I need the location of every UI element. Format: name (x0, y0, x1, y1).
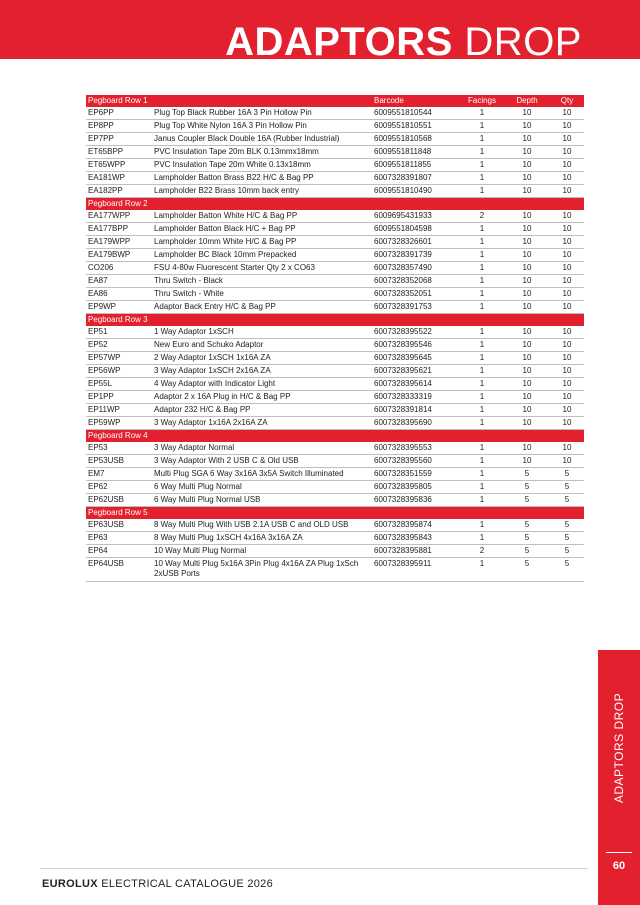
product-depth: 10 (504, 236, 550, 249)
product-depth: 10 (504, 146, 550, 159)
product-depth: 10 (504, 275, 550, 288)
product-facings: 1 (460, 519, 504, 532)
product-depth: 10 (504, 352, 550, 365)
product-depth: 10 (504, 442, 550, 455)
product-row (86, 532, 584, 545)
product-qty: 10 (550, 391, 584, 404)
product-description: 3 Way Adaptor 1xSCH 2x16A ZA (152, 365, 372, 378)
product-depth: 5 (504, 494, 550, 507)
product-qty: 5 (550, 545, 584, 558)
product-barcode: 6009551810551 (372, 120, 460, 133)
product-qty: 10 (550, 365, 584, 378)
product-code: EP6PP (86, 107, 152, 120)
product-qty: 10 (550, 288, 584, 301)
product-depth: 10 (504, 326, 550, 339)
product-depth: 10 (504, 133, 550, 146)
product-code: EA179WPP (86, 236, 152, 249)
product-description: FSU 4-80w Fluorescent Starter Qty 2 x CO63 (152, 262, 372, 275)
product-depth: 10 (504, 301, 550, 314)
product-depth: 10 (504, 210, 550, 223)
product-facings: 1 (460, 249, 504, 262)
product-code: EP55L (86, 378, 152, 391)
product-code: EP11WP (86, 404, 152, 417)
product-facings: 1 (460, 326, 504, 339)
product-barcode: 6007328395645 (372, 352, 460, 365)
column-header-barcode (372, 314, 460, 327)
product-row (86, 133, 584, 146)
product-depth: 10 (504, 404, 550, 417)
product-facings: 1 (460, 275, 504, 288)
product-code: EP62 (86, 481, 152, 494)
product-depth: 10 (504, 455, 550, 468)
product-code: EP56WP (86, 365, 152, 378)
product-description: New Euro and Schuko Adaptor (152, 339, 372, 352)
product-qty: 10 (550, 146, 584, 159)
product-barcode: 6007328395560 (372, 455, 460, 468)
product-qty: 5 (550, 558, 584, 582)
product-facings: 1 (460, 365, 504, 378)
column-header-qty (550, 198, 584, 211)
product-qty: 10 (550, 120, 584, 133)
product-facings: 1 (460, 558, 504, 582)
product-barcode: 6007328333319 (372, 391, 460, 404)
column-header-depth (504, 198, 550, 211)
footer-divider (40, 868, 588, 869)
product-barcode: 6009695431933 (372, 210, 460, 223)
product-barcode: 6007328395911 (372, 558, 460, 582)
product-facings: 1 (460, 301, 504, 314)
product-code: EP63 (86, 532, 152, 545)
product-code: EP1PP (86, 391, 152, 404)
product-depth: 10 (504, 365, 550, 378)
product-description: PVC Insulation Tape 20m BLK 0.13mmx18mm (152, 146, 372, 159)
product-code: EA177WPP (86, 210, 152, 223)
product-row (86, 468, 584, 481)
product-qty: 10 (550, 262, 584, 275)
column-header-barcode (372, 507, 460, 520)
product-code: EP51 (86, 326, 152, 339)
side-tab-label-wrap (598, 650, 640, 845)
product-code: EP7PP (86, 133, 152, 146)
product-facings: 1 (460, 455, 504, 468)
product-description: Plug Top White Nylon 16A 3 Pin Hollow Pin (152, 120, 372, 133)
product-barcode: 6007328395874 (372, 519, 460, 532)
product-description: Adaptor 232 H/C & Bag PP (152, 404, 372, 417)
product-barcode: 6007328395843 (372, 532, 460, 545)
product-barcode: 6009551810490 (372, 185, 460, 198)
product-depth: 10 (504, 391, 550, 404)
product-facings: 1 (460, 339, 504, 352)
product-barcode: 6007328391807 (372, 172, 460, 185)
product-depth: 5 (504, 519, 550, 532)
column-header-facings: Facings (460, 95, 504, 107)
product-facings: 1 (460, 352, 504, 365)
product-code: EA179BWP (86, 249, 152, 262)
product-description: 10 Way Multi Plug 5x16A 3Pin Plug 4x16A ZA Plug 1xSch 2xUSB Ports (152, 558, 372, 582)
product-barcode: 6007328395690 (372, 417, 460, 430)
product-row (86, 185, 584, 198)
product-facings: 1 (460, 107, 504, 120)
product-barcode: 6007328395614 (372, 378, 460, 391)
product-description: Lampholder BC Black 10mm Prepacked (152, 249, 372, 262)
product-depth: 10 (504, 120, 550, 133)
product-barcode: 6009551810568 (372, 133, 460, 146)
product-row (86, 442, 584, 455)
product-depth: 10 (504, 172, 550, 185)
product-qty: 10 (550, 352, 584, 365)
product-description: 1 Way Adaptor 1xSCH (152, 326, 372, 339)
side-tab-label: ADAPTORS DROP (612, 692, 626, 803)
column-header-barcode (372, 198, 460, 211)
product-qty: 5 (550, 481, 584, 494)
product-facings: 1 (460, 146, 504, 159)
product-facings: 1 (460, 120, 504, 133)
column-header-barcode: Barcode (372, 95, 460, 107)
product-row (86, 236, 584, 249)
product-description: PVC Insulation Tape 20m White 0.13x18mm (152, 159, 372, 172)
product-qty: 10 (550, 223, 584, 236)
section-header-row (86, 507, 584, 520)
product-row (86, 494, 584, 507)
product-depth: 10 (504, 288, 550, 301)
product-code: EP64 (86, 545, 152, 558)
product-code: EM7 (86, 468, 152, 481)
section-label: Pegboard Row 4 (86, 430, 372, 443)
column-header-qty (550, 314, 584, 327)
column-header-facings (460, 198, 504, 211)
product-barcode: 6007328352068 (372, 275, 460, 288)
product-barcode: 6007328391753 (372, 301, 460, 314)
column-header-qty: Qty (550, 95, 584, 107)
product-depth: 5 (504, 558, 550, 582)
product-depth: 5 (504, 481, 550, 494)
section-header-row (86, 198, 584, 211)
product-qty: 5 (550, 494, 584, 507)
product-row (86, 262, 584, 275)
column-header-facings (460, 430, 504, 443)
product-qty: 10 (550, 442, 584, 455)
product-qty: 10 (550, 133, 584, 146)
product-code: EA87 (86, 275, 152, 288)
product-qty: 5 (550, 532, 584, 545)
product-description: 3 Way Adaptor With 2 USB C & Old USB (152, 455, 372, 468)
product-barcode: 6009551811855 (372, 159, 460, 172)
product-row (86, 210, 584, 223)
product-description: Lampholder Batton White H/C & Bag PP (152, 210, 372, 223)
product-code: EP9WP (86, 301, 152, 314)
product-depth: 10 (504, 249, 550, 262)
section-label: Pegboard Row 1 (86, 95, 372, 107)
product-qty: 10 (550, 107, 584, 120)
product-row (86, 391, 584, 404)
product-qty: 10 (550, 378, 584, 391)
product-code: EP59WP (86, 417, 152, 430)
product-barcode: 6007328395522 (372, 326, 460, 339)
product-description: Thru Switch - White (152, 288, 372, 301)
section-header-row (86, 430, 584, 443)
product-description: Lampholder B22 Brass 10mm back entry (152, 185, 372, 198)
footer (42, 878, 273, 890)
product-qty: 10 (550, 275, 584, 288)
product-qty: 10 (550, 326, 584, 339)
product-row (86, 326, 584, 339)
product-facings: 1 (460, 262, 504, 275)
product-description: 8 Way Multi Plug With USB 2.1A USB C and OLD USB (152, 519, 372, 532)
product-row (86, 339, 584, 352)
product-barcode: 6007328395881 (372, 545, 460, 558)
product-depth: 10 (504, 223, 550, 236)
product-row (86, 455, 584, 468)
product-row (86, 301, 584, 314)
product-row (86, 404, 584, 417)
product-code: EA86 (86, 288, 152, 301)
product-depth: 10 (504, 339, 550, 352)
product-row (86, 275, 584, 288)
product-barcode: 6009551811848 (372, 146, 460, 159)
product-code: EP53 (86, 442, 152, 455)
product-facings: 1 (460, 532, 504, 545)
product-description: Lampholder Batton Black H/C + Bag PP (152, 223, 372, 236)
product-facings: 2 (460, 210, 504, 223)
product-row (86, 378, 584, 391)
product-qty: 10 (550, 417, 584, 430)
product-description: Multi Plug SGA 6 Way 3x16A 3x5A Switch Illuminated (152, 468, 372, 481)
product-description: 6 Way Multi Plug Normal USB (152, 494, 372, 507)
product-facings: 1 (460, 185, 504, 198)
product-code: EP53USB (86, 455, 152, 468)
column-header-depth (504, 507, 550, 520)
product-qty: 10 (550, 455, 584, 468)
product-depth: 10 (504, 159, 550, 172)
page-number: 60 (612, 860, 626, 872)
section-header-row (86, 314, 584, 327)
product-row (86, 365, 584, 378)
product-code: EA182PP (86, 185, 152, 198)
product-code: EP62USB (86, 494, 152, 507)
product-barcode: 6007328395546 (372, 339, 460, 352)
product-facings: 1 (460, 288, 504, 301)
side-tab (598, 650, 640, 905)
product-description: Adaptor 2 x 16A Plug in H/C & Bag PP (152, 391, 372, 404)
product-row (86, 172, 584, 185)
product-barcode: 6007328351559 (372, 468, 460, 481)
product-qty: 10 (550, 339, 584, 352)
product-facings: 1 (460, 133, 504, 146)
column-header-qty (550, 507, 584, 520)
product-code: EP52 (86, 339, 152, 352)
product-description: Adaptor Back Entry H/C & Bag PP (152, 301, 372, 314)
product-facings: 1 (460, 404, 504, 417)
product-facings: 1 (460, 442, 504, 455)
column-header-barcode (372, 430, 460, 443)
product-facings: 1 (460, 468, 504, 481)
product-depth: 10 (504, 262, 550, 275)
product-description: 10 Way Multi Plug Normal (152, 545, 372, 558)
section-label: Pegboard Row 5 (86, 507, 372, 520)
column-header-facings (460, 314, 504, 327)
product-facings: 1 (460, 159, 504, 172)
product-depth: 10 (504, 378, 550, 391)
product-description: 3 Way Adaptor 1x16A 2x16A ZA (152, 417, 372, 430)
column-header-depth (504, 314, 550, 327)
product-row (86, 352, 584, 365)
column-header-depth (504, 430, 550, 443)
product-qty: 10 (550, 301, 584, 314)
product-qty: 10 (550, 249, 584, 262)
product-depth: 5 (504, 468, 550, 481)
product-code: EP8PP (86, 120, 152, 133)
column-header-facings (460, 507, 504, 520)
product-row (86, 249, 584, 262)
product-barcode: 6007328395805 (372, 481, 460, 494)
product-row (86, 146, 584, 159)
product-description: Janus Coupler Black Double 16A (Rubber Industrial) (152, 133, 372, 146)
product-description: 2 Way Adaptor 1xSCH 1x16A ZA (152, 352, 372, 365)
product-code: ET65WPP (86, 159, 152, 172)
product-row (86, 519, 584, 532)
column-header-qty (550, 430, 584, 443)
product-facings: 1 (460, 494, 504, 507)
page-title (225, 22, 582, 59)
product-description: 8 Way Multi Plug 1xSCH 4x16A 3x16A ZA (152, 532, 372, 545)
side-tab-divider (606, 852, 632, 853)
product-barcode: 6009551804598 (372, 223, 460, 236)
product-facings: 2 (460, 545, 504, 558)
product-code: CO206 (86, 262, 152, 275)
product-barcode: 6007328391814 (372, 404, 460, 417)
product-facings: 1 (460, 417, 504, 430)
product-row (86, 481, 584, 494)
footer-catalogue: ELECTRICAL CATALOGUE 2026 (101, 878, 273, 890)
product-code: ET65BPP (86, 146, 152, 159)
product-table (86, 95, 584, 582)
page-title-light: DROP (464, 20, 582, 59)
product-qty: 10 (550, 236, 584, 249)
product-facings: 1 (460, 391, 504, 404)
product-description: Thru Switch - Black (152, 275, 372, 288)
product-barcode: 6007328326601 (372, 236, 460, 249)
product-barcode: 6007328395553 (372, 442, 460, 455)
section-label: Pegboard Row 3 (86, 314, 372, 327)
product-description: 3 Way Adaptor Normal (152, 442, 372, 455)
product-depth: 10 (504, 185, 550, 198)
product-row (86, 417, 584, 430)
header-band (0, 0, 640, 59)
product-facings: 1 (460, 172, 504, 185)
product-barcode: 6007328352051 (372, 288, 460, 301)
product-facings: 1 (460, 236, 504, 249)
product-code: EP63USB (86, 519, 152, 532)
product-barcode: 6007328391739 (372, 249, 460, 262)
product-description: Lampholder 10mm White H/C & Bag PP (152, 236, 372, 249)
product-facings: 1 (460, 223, 504, 236)
product-code: EP57WP (86, 352, 152, 365)
column-header-depth: Depth (504, 95, 550, 107)
product-code: EA181WP (86, 172, 152, 185)
page-title-bold: ADAPTORS (225, 20, 453, 59)
product-row (86, 159, 584, 172)
product-row (86, 288, 584, 301)
product-facings: 1 (460, 378, 504, 391)
section-header-row (86, 95, 584, 107)
product-barcode: 6009551810544 (372, 107, 460, 120)
product-description: Plug Top Black Rubber 16A 3 Pin Hollow Pin (152, 107, 372, 120)
section-label: Pegboard Row 2 (86, 198, 372, 211)
product-qty: 5 (550, 468, 584, 481)
product-qty: 10 (550, 172, 584, 185)
footer-brand: EUROLUX (42, 878, 98, 890)
product-barcode: 6007328395836 (372, 494, 460, 507)
product-qty: 10 (550, 185, 584, 198)
product-code: EP64USB (86, 558, 152, 582)
product-depth: 10 (504, 417, 550, 430)
product-qty: 10 (550, 210, 584, 223)
product-description: Lampholder Batton Brass B22 H/C & Bag PP (152, 172, 372, 185)
product-barcode: 6007328395621 (372, 365, 460, 378)
product-row (86, 120, 584, 133)
product-row (86, 107, 584, 120)
product-description: 6 Way Multi Plug Normal (152, 481, 372, 494)
product-qty: 10 (550, 159, 584, 172)
product-depth: 10 (504, 107, 550, 120)
product-row (86, 558, 584, 582)
product-depth: 5 (504, 532, 550, 545)
product-qty: 10 (550, 404, 584, 417)
product-description: 4 Way Adaptor with Indicator Light (152, 378, 372, 391)
product-code: EA177BPP (86, 223, 152, 236)
product-row (86, 545, 584, 558)
product-depth: 5 (504, 545, 550, 558)
product-qty: 5 (550, 519, 584, 532)
product-barcode: 6007328357490 (372, 262, 460, 275)
product-facings: 1 (460, 481, 504, 494)
product-row (86, 223, 584, 236)
